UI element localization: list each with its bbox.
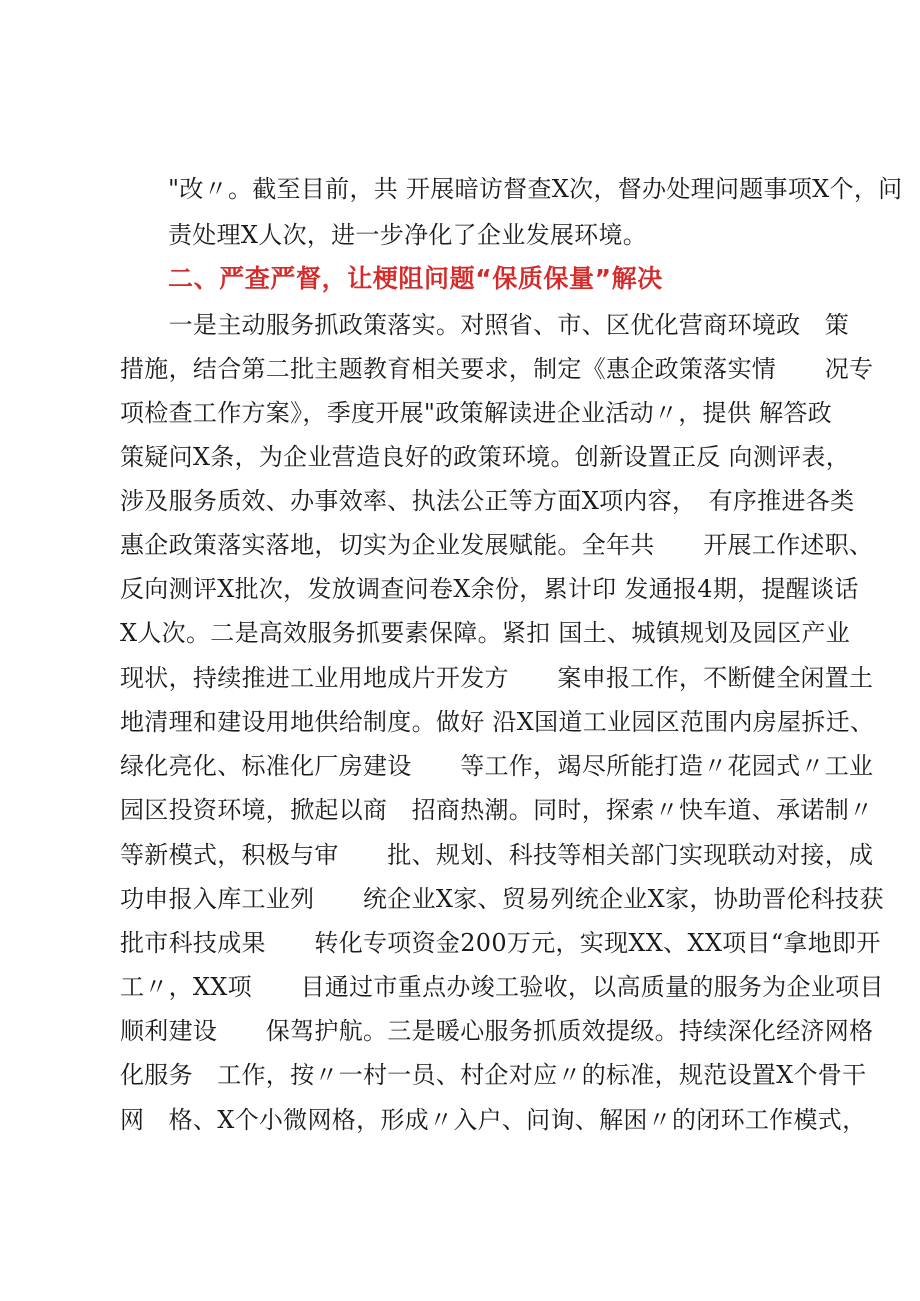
body-line-19: 网 格、X个小微网格，形成〃入户、问询、解困〃的闭环工作模式，: [120, 1106, 867, 1134]
body-line-5: 涉及服务质效、办事效率、执法公正等方面X项内容， 有序推进各类: [120, 487, 855, 515]
body-line-4: 策疑问X条，为企业营造良好的政策环境。创新设置正反 向测评表，: [120, 443, 851, 471]
body-line-15: 批市科技成果 转化专项资金200万元，实现XX、XX项目“拿地即开: [120, 929, 881, 957]
body-line-9: 现状，持续推进工业用地成片开发方 案申报工作，不断健全闲置土: [120, 664, 874, 692]
body-line-17: 顺利建设 保驾护航。三是暖心服务抓质效提级。持续深化经济网格: [120, 1017, 874, 1045]
body-line-7: 反向测评X批次，发放调查问卷X余份，累计印 发通报4期，提醒谈话: [120, 575, 859, 603]
body-line-3: 项检查工作方案》，季度开展"政策解读进企业活动〃，提供 解答政: [120, 399, 832, 427]
section-heading: 二、严查严督，让梗阻问题“保质保量”解决: [168, 264, 663, 293]
body-line-16: 工〃，XX项 目通过市重点办竣工验收，以高质量的服务为企业项目: [120, 973, 884, 1001]
body-line-2: 措施，结合第二批主题教育相关要求，制定《惠企政策落实情 况专: [120, 355, 874, 383]
body-line-13: 等新模式，积极与审 批、规划、科技等相关部门实现联动对接，成: [120, 841, 874, 869]
body-line-10: 地清理和建设用地供给制度。做好 沿X国道工业园区范围内房屋拆迁、: [120, 708, 875, 736]
body-line-11: 绿化亮化、标准化厂房建设 等工作，竭尽所能打造〃花园式〃工业: [120, 752, 874, 780]
body-line-1: 一是主动服务抓政策落实。对照省、市、区优化营商环境政 策: [120, 311, 849, 339]
body-line-8: X人次。二是高效服务抓要素保障。紧扣 国土、城镇规划及园区产业: [120, 619, 851, 647]
intro-line-1: "改〃。截至目前，共 开展暗访督查X次，督办处理问题事项X个，问: [168, 175, 903, 203]
body-line-18: 化服务 工作，按〃一村一员、村企对应〃的标准，规范设置X个骨干: [120, 1061, 867, 1089]
body-line-14: 功申报入库工业列 统企业X家、贸易列统企业X家，协助晋伦科技获: [120, 885, 884, 913]
body-line-6: 惠企政策落实落地，切实为企业发展赋能。全年共 开展工作述职、: [120, 531, 874, 559]
body-line-12: 园区投资环境，掀起以商 招商热潮。同时，探索〃快车道、承诺制〃: [120, 796, 874, 824]
intro-line-2: 责处理X人次，进一步净化了企业发展环境。: [168, 221, 648, 249]
